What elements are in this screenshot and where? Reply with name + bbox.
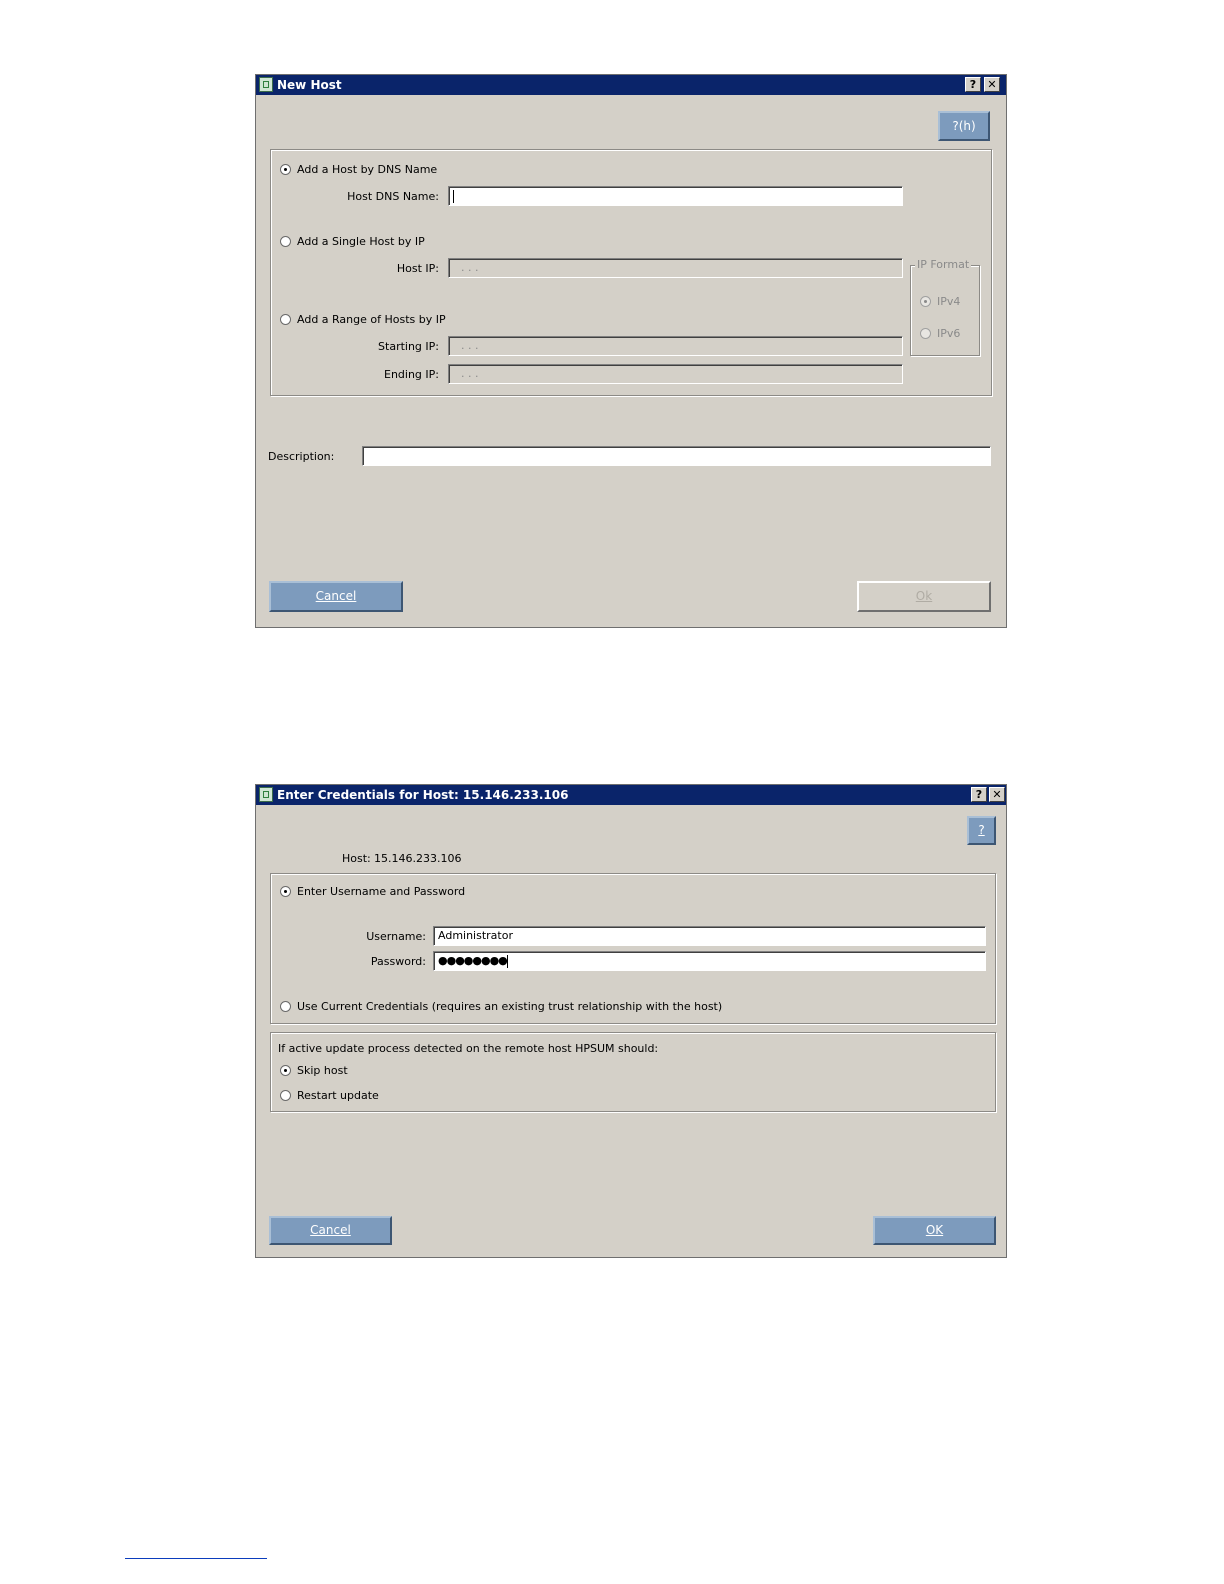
starting-ip-input[interactable]: . . . (448, 336, 903, 356)
ipv4-radio-label: IPv4 (937, 295, 961, 308)
description-label: Description: (268, 450, 335, 463)
host-dns-name-label: Host DNS Name: (347, 190, 439, 203)
new-host-dialog (255, 74, 1007, 628)
host-ip-input[interactable]: . . . (448, 258, 903, 278)
radio-indicator (280, 886, 291, 897)
ip-format-legend: IP Format (917, 258, 970, 271)
dns-name-radio-label: Add a Host by DNS Name (297, 163, 438, 176)
host-label: Host: (342, 852, 371, 865)
titlebar-help-icon[interactable]: ? (965, 77, 981, 92)
dns-name-radio[interactable] (280, 163, 437, 176)
close-icon[interactable]: ✕ (989, 787, 1005, 802)
radio-indicator (280, 314, 291, 325)
title-bar[interactable] (256, 785, 1006, 805)
enter-credentials-radio[interactable] (280, 885, 465, 898)
ending-ip-input[interactable]: . . . (448, 364, 903, 384)
skip-host-radio[interactable] (280, 1064, 348, 1077)
text-caret (453, 190, 454, 203)
cancel-button[interactable]: Cancel (269, 1216, 392, 1245)
ip-format-group (910, 265, 980, 356)
single-ip-radio[interactable] (280, 235, 425, 248)
ipv6-radio[interactable] (920, 327, 960, 340)
radio-indicator (280, 236, 291, 247)
radio-indicator (920, 296, 931, 307)
radio-indicator (280, 1090, 291, 1101)
username-input[interactable]: Administrator (433, 926, 986, 946)
help-button[interactable]: ?(h) (938, 111, 990, 141)
host-dns-name-input[interactable] (448, 186, 903, 206)
titlebar-help-icon[interactable]: ? (971, 787, 987, 802)
range-ip-radio-label: Add a Range of Hosts by IP (297, 313, 446, 326)
app-icon (259, 787, 273, 802)
ok-button[interactable]: Ok (857, 581, 991, 612)
title-bar[interactable] (256, 75, 1006, 95)
enter-credentials-radio-label: Enter Username and Password (297, 885, 466, 898)
help-button[interactable]: ? (967, 816, 996, 845)
radio-indicator (280, 164, 291, 175)
password-input[interactable]: ●●●●●●●● (433, 951, 986, 971)
window-title: Enter Credentials for Host: 15.146.233.106 (277, 788, 569, 802)
use-current-credentials-label: Use Current Credentials (requires an existing trust relationship with the host) (297, 1000, 723, 1013)
description-input[interactable] (362, 446, 991, 466)
update-prompt: If active update process detected on the remote host HPSUM should: (278, 1042, 659, 1055)
cancel-button[interactable]: Cancel (269, 581, 403, 612)
host-value: 15.146.233.106 (374, 852, 462, 865)
app-icon (259, 77, 273, 92)
close-icon[interactable]: ✕ (984, 77, 1000, 92)
restart-update-radio[interactable] (280, 1089, 379, 1102)
use-current-credentials-radio[interactable] (280, 1000, 722, 1013)
username-label: Username: (366, 930, 426, 943)
starting-ip-label: Starting IP: (378, 340, 439, 353)
ok-button[interactable]: OK (873, 1216, 996, 1245)
host-ip-label: Host IP: (396, 262, 439, 275)
radio-indicator (280, 1001, 291, 1012)
window-title: New Host (277, 78, 342, 92)
radio-indicator (280, 1065, 291, 1076)
ipv4-radio[interactable] (920, 295, 960, 308)
radio-indicator (920, 328, 931, 339)
text-caret (507, 955, 508, 968)
password-label: Password: (370, 955, 426, 968)
ending-ip-label: Ending IP: (384, 368, 439, 381)
credentials-dialog (255, 784, 1007, 1258)
single-ip-radio-label: Add a Single Host by IP (297, 235, 425, 248)
footnote-separator (125, 1558, 267, 1559)
skip-host-radio-label: Skip host (297, 1064, 348, 1077)
range-ip-radio[interactable] (280, 313, 446, 326)
restart-update-radio-label: Restart update (297, 1089, 379, 1102)
ipv6-radio-label: IPv6 (937, 327, 961, 340)
